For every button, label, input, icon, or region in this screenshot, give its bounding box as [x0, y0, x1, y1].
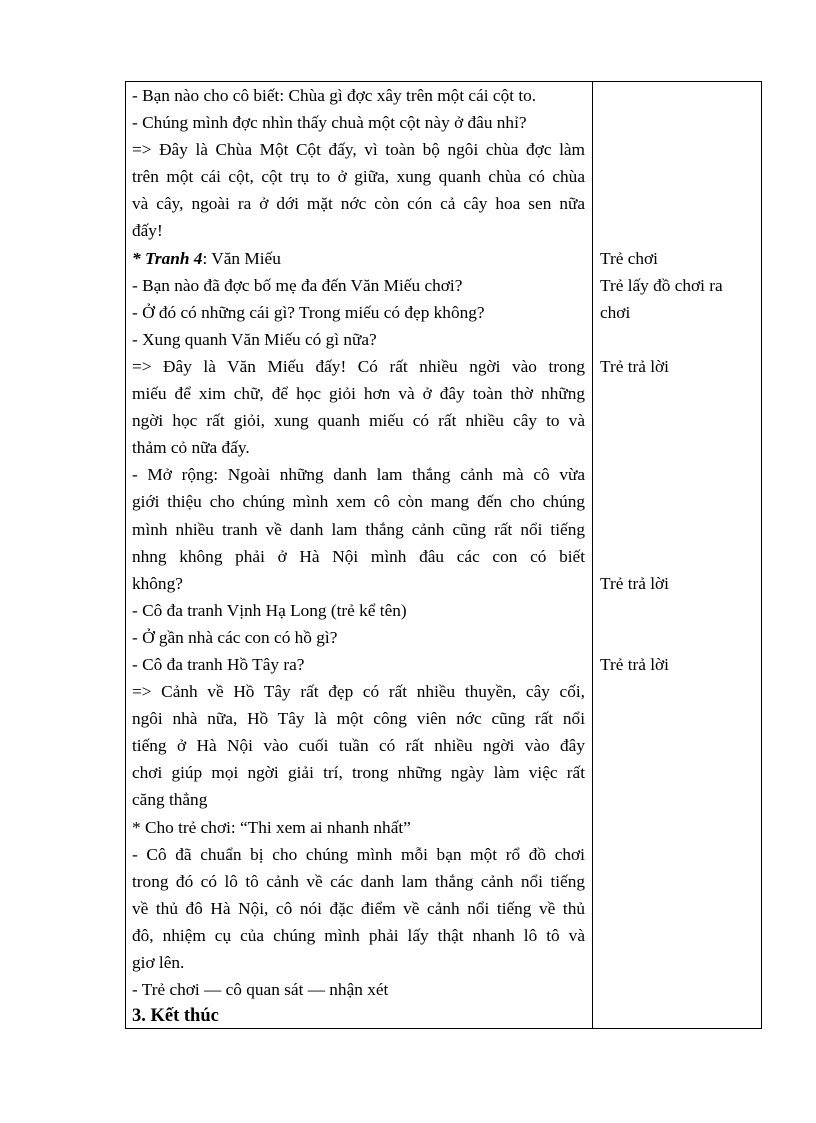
text-line: về thủ đô Hà Nội, cô nói đặc điểm về cảnh nổi tiếng về thủ: [132, 898, 585, 918]
text-line: đô, nhiệm cụ của chúng mình phải lấy thật nhanh lô tô và: [132, 925, 585, 945]
text-line: - Chúng mình đợc nhìn thấy chuà một cột này ở đâu nhỉ?: [132, 113, 527, 133]
child-response: Trẻ trả lời: [600, 655, 669, 675]
text-line: đấy!: [132, 221, 163, 241]
section-heading-tranh-4: [132, 245, 585, 272]
section-heading-ket-thuc: 3. Kết thúc: [132, 1006, 219, 1027]
tranh-prefix: *: [132, 248, 145, 268]
text-line: trong đó có lô tô cảnh về các danh lam thắng cảnh nổi tiếng: [132, 871, 585, 891]
text-line: - Trẻ chơi — cô quan sát — nhận xét: [132, 980, 389, 1000]
text-line: không?: [132, 573, 183, 593]
text-line: và cây, ngoài ra ở dới mặt nớc còn cón cả cây hoa sen nữa: [132, 194, 585, 214]
text-line: nhng không phải ở Hà Nội mình đâu các con có biết: [132, 546, 585, 566]
text-line: - Cô đa tranh Hồ Tây ra?: [132, 654, 305, 674]
text-line: chơi giúp mọi ngời giải trí, trong những ngày làm việc rất: [132, 763, 585, 783]
tranh-label: Tranh 4: [144, 248, 203, 268]
child-response: Trẻ trả lời: [600, 357, 669, 376]
text-line: - Cô đã chuẩn bị cho chúng mình mỗi bạn một rổ đồ chơi: [132, 844, 585, 864]
text-line: ngôi nhà nữa, Hồ Tây là một công viên nớc cũng rất nổi: [132, 709, 585, 729]
text-line: - Ở gần nhà các con có hồ gì?: [132, 627, 338, 647]
text-line: thảm cỏ nữa đấy.: [132, 438, 250, 458]
text-line: ngời học rất giỏi, xung quanh miếu có rất nhiều cây to và: [132, 411, 585, 431]
text-line: tiếng ở Hà Nội vào cuối tuần có rất nhiều ngời vào đây: [132, 736, 585, 756]
text-line: - Ở đó có những cái gì? Trong miếu có đẹp không?: [132, 302, 485, 322]
child-response: Trẻ lấy đồ chơi ra: [600, 275, 723, 295]
text-line: trên một cái cột, cột trụ to ở giữa, xung quanh chùa có chùa: [132, 167, 585, 187]
text-line: => Cảnh về Hồ Tây rất đẹp có rất nhiều thuyền, cây cối,: [132, 682, 585, 702]
teacher-activity-column: [132, 82, 585, 1030]
text-line: giơ lên.: [132, 953, 185, 972]
tranh-title: : Văn Miếu: [202, 248, 281, 268]
child-response: Trẻ trả lời: [600, 573, 669, 593]
text-line: căng thẳng: [132, 790, 208, 810]
text-line: miếu để xim chữ, để học giỏi hơn và ở đây toàn thờ những: [132, 384, 585, 404]
text-line: - Xung quanh Văn Miếu có gì nữa?: [132, 329, 377, 349]
text-line: - Mở rộng: Ngoài những danh lam thắng cảnh mà cô vừa: [132, 465, 585, 485]
column-divider: [592, 82, 593, 1028]
child-response: chơi: [600, 302, 631, 322]
text-line: => Đây là Chùa Một Cột đấy, vì toàn bộ ngôi chùa đợc làm: [132, 140, 585, 160]
child-response: Trẻ chơi: [600, 248, 658, 268]
lesson-table: [125, 81, 762, 1029]
text-line: giới thiệu cho chúng mình xem cô còn mang đến cho chúng: [132, 492, 585, 512]
text-line: => Đây là Văn Miếu đấy! Có rất nhiều ngời vào trong: [132, 356, 585, 376]
text-line: - Cô đa tranh Vịnh Hạ Long (trẻ kể tên): [132, 600, 407, 620]
text-line: * Cho trẻ chơi: “Thi xem ai nhanh nhất”: [132, 817, 411, 837]
text-line: - Bạn nào cho cô biết: Chùa gì đợc xây trên một cái cột to.: [132, 86, 537, 105]
text-line: - Bạn nào đã đợc bố mẹ đa đến Văn Miếu chơi?: [132, 275, 463, 295]
text-line: mình nhiều tranh về danh lam thắng cảnh cũng rất nổi tiếng: [132, 519, 585, 539]
